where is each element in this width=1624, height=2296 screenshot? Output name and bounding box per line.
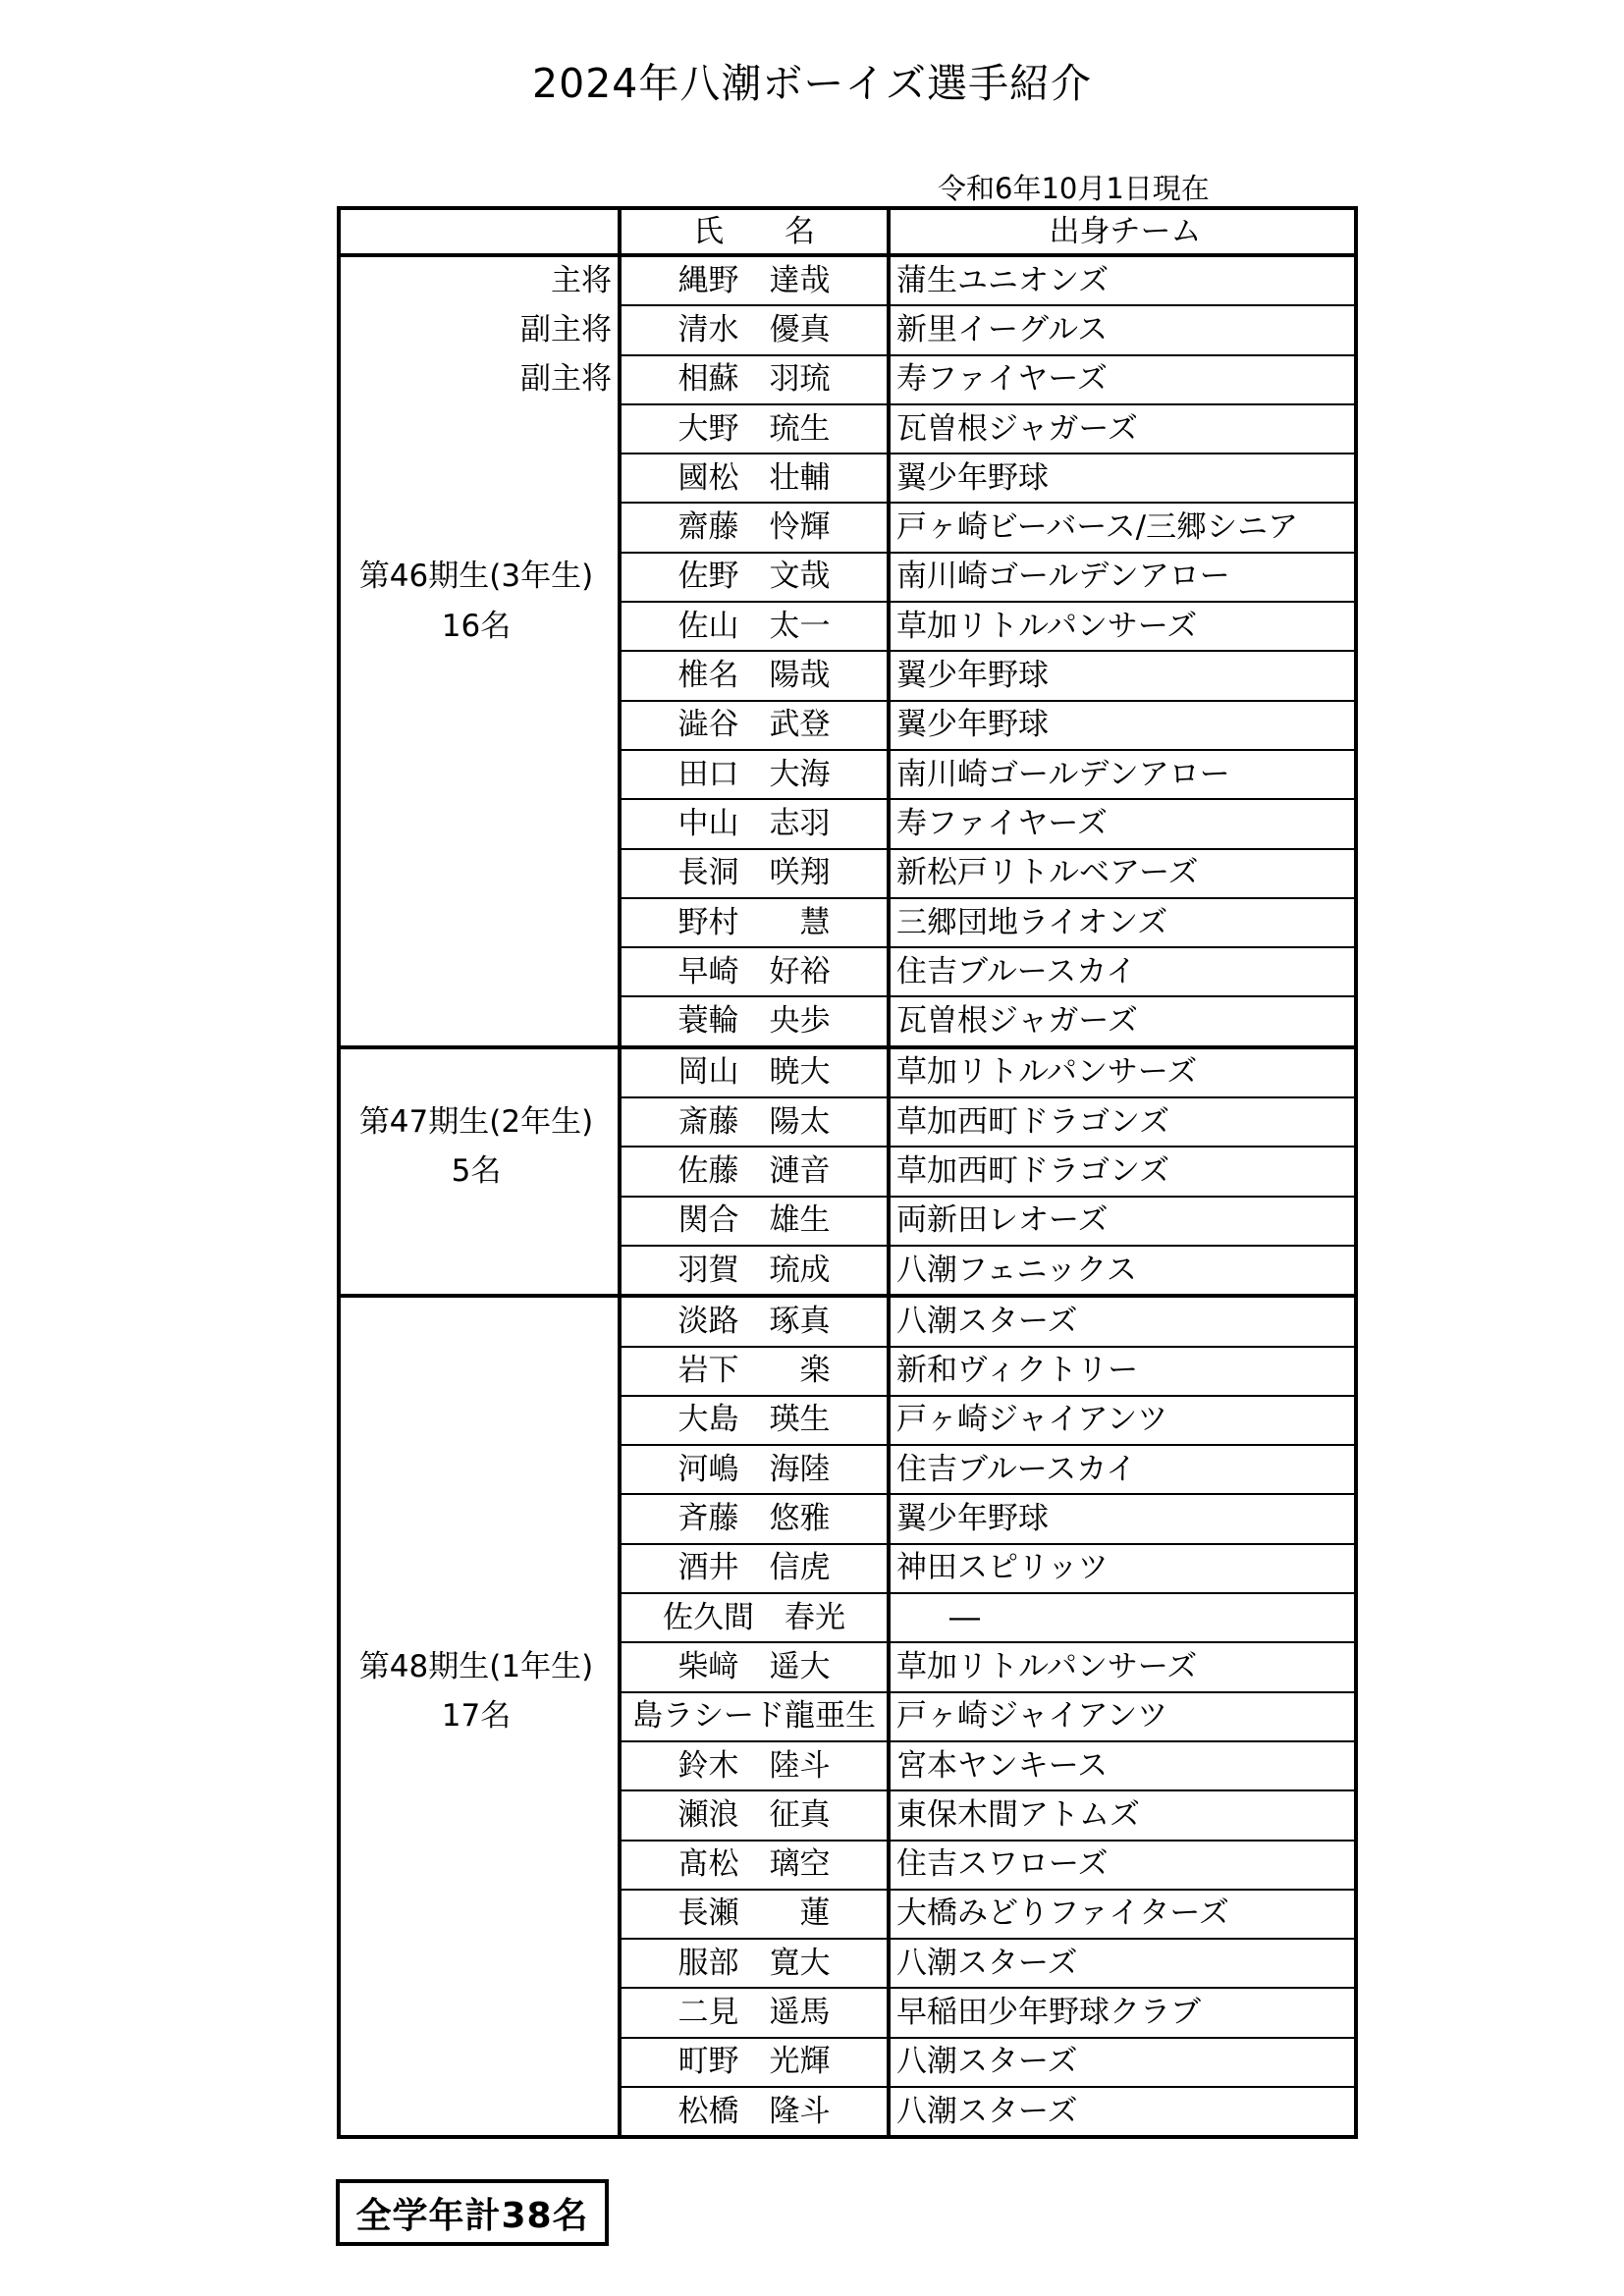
header-team: 出身チーム [889,208,1356,255]
group-cell [339,1939,620,1988]
player-name: 瀬浪 征真 [620,1790,889,1840]
group-cell [339,1246,620,1296]
player-row [339,2087,1356,2137]
player-team: 草加リトルパンサーズ [889,1047,1356,1097]
group-cell [339,947,620,996]
player-row [339,553,1356,602]
group-cell [339,750,620,799]
total-count: 全学年計38名 [336,2179,609,2246]
player-name: 淡路 琢真 [620,1296,889,1346]
player-team: 瓦曽根ジャガーズ [889,996,1356,1046]
player-row [339,1544,1356,1593]
player-row [339,1445,1356,1494]
player-row [339,996,1356,1046]
player-row [339,1890,1356,1939]
player-team: 八潮スターズ [889,1939,1356,1988]
player-name: 佐山 太一 [620,602,889,651]
player-name: 島ラシード龍亜生 [620,1692,889,1741]
group-cell [339,898,620,947]
player-team: 八潮スターズ [889,2087,1356,2137]
player-row [339,1741,1356,1790]
player-team: 大橋みどりファイターズ [889,1890,1356,1939]
player-team: 戸ヶ崎ジャイアンツ [889,1396,1356,1445]
player-name: 齋藤 怜輝 [620,503,889,552]
player-name: 酒井 信虎 [620,1544,889,1593]
player-row [339,1047,1356,1097]
group-cell [339,849,620,898]
player-name: 蓑輪 央歩 [620,996,889,1046]
group-count: 17名 [339,1692,620,1741]
player-team: 新和ヴィクトリー [889,1347,1356,1396]
group-cell [339,1347,620,1396]
header-name: 氏 名 [620,208,889,255]
group-cell [339,1841,620,1890]
player-name: 椎名 陽哉 [620,651,889,700]
group-cell [339,1988,620,2037]
player-name: 岡山 暁大 [620,1047,889,1097]
group-cell [339,1197,620,1246]
player-row [339,1593,1356,1642]
group-cell [339,1296,620,1346]
group-label: 第47期生(2年生) [339,1097,620,1147]
group-cell [339,996,620,1046]
player-name: 河嶋 海陸 [620,1445,889,1494]
player-team: 草加西町ドラゴンズ [889,1147,1356,1196]
player-row [339,404,1356,454]
player-row [339,1642,1356,1691]
roster-body [339,255,1356,2137]
player-name: 服部 寛大 [620,1939,889,1988]
group-cell [339,1445,620,1494]
group-cell [339,2087,620,2137]
player-name: 斎藤 陽太 [620,1097,889,1147]
player-row [339,1790,1356,1840]
player-team: 住吉ブルースカイ [889,947,1356,996]
group-cell [339,1890,620,1939]
player-row [339,1988,1356,2037]
player-role: 副主将 [339,305,620,354]
group-cell [339,2038,620,2087]
as-of-date: 令和6年10月1日現在 [938,172,1210,205]
player-team: 翼少年野球 [889,1494,1356,1543]
player-team: 草加リトルパンサーズ [889,1642,1356,1691]
player-team: 八潮フェニックス [889,1246,1356,1296]
player-row [339,454,1356,503]
player-team: 住吉ブルースカイ [889,1445,1356,1494]
player-name: 鈴木 陸斗 [620,1741,889,1790]
player-team: 東保木間アトムズ [889,1790,1356,1840]
player-team: 寿ファイヤーズ [889,355,1356,404]
player-row [339,1692,1356,1741]
group-label: 第48期生(1年生) [339,1642,620,1691]
group-cell [339,454,620,503]
player-row [339,305,1356,354]
group-label: 第46期生(3年生) [339,553,620,602]
player-name: 二見 遥馬 [620,1988,889,2037]
player-team: 草加リトルパンサーズ [889,602,1356,651]
player-row [339,1841,1356,1890]
player-team: 南川崎ゴールデンアロー [889,553,1356,602]
group-cell [339,1047,620,1097]
player-name: 大島 瑛生 [620,1396,889,1445]
player-row [339,1396,1356,1445]
player-row [339,503,1356,552]
player-name: 中山 志羽 [620,799,889,848]
player-name: 長瀬 蓮 [620,1890,889,1939]
player-team: 蒲生ユニオンズ [889,255,1356,305]
player-row [339,1494,1356,1543]
player-team: 新里イーグルス [889,305,1356,354]
player-role: 主将 [339,255,620,305]
group-cell [339,1494,620,1543]
player-row [339,355,1356,404]
group-cell [339,651,620,700]
player-row [339,1347,1356,1396]
player-row [339,1097,1356,1147]
player-team: 住吉スワローズ [889,1841,1356,1890]
player-team: 瓦曽根ジャガーズ [889,404,1356,454]
group-cell [339,1396,620,1445]
header-row [339,208,1356,255]
player-name: 長洞 咲翔 [620,849,889,898]
group-cell [339,404,620,454]
player-row [339,750,1356,799]
player-team: 戸ヶ崎ジャイアンツ [889,1692,1356,1741]
player-name: 早崎 好裕 [620,947,889,996]
player-team: 翼少年野球 [889,454,1356,503]
player-name: 田口 大海 [620,750,889,799]
player-row [339,1939,1356,1988]
page-title: 2024年八潮ボーイズ選手紹介 [532,60,1092,107]
group-cell [339,1593,620,1642]
player-team: 早稲田少年野球クラブ [889,1988,1356,2037]
player-name: 松橋 隆斗 [620,2087,889,2137]
player-row [339,1147,1356,1196]
player-team: 南川崎ゴールデンアロー [889,750,1356,799]
player-team: 新松戸リトルベアーズ [889,849,1356,898]
player-name: 斉藤 悠雅 [620,1494,889,1543]
player-team: 八潮スターズ [889,1296,1356,1346]
player-team: 宮本ヤンキース [889,1741,1356,1790]
player-name: 國松 壮輔 [620,454,889,503]
group-cell [339,1741,620,1790]
group-cell [339,503,620,552]
player-row [339,2038,1356,2087]
player-row [339,1296,1356,1346]
group-count: 5名 [339,1147,620,1196]
player-row [339,602,1356,651]
player-name: 関合 雄生 [620,1197,889,1246]
group-cell [339,701,620,750]
group-count: 16名 [339,602,620,651]
player-row [339,1246,1356,1296]
player-row [339,799,1356,848]
player-row [339,1197,1356,1246]
player-name: 町野 光輝 [620,2038,889,2087]
player-row [339,651,1356,700]
player-row [339,849,1356,898]
player-team: 寿ファイヤーズ [889,799,1356,848]
player-row [339,255,1356,305]
player-name: 澁谷 武登 [620,701,889,750]
player-name: 縄野 達哉 [620,255,889,305]
player-team: 神田スピリッツ [889,1544,1356,1593]
group-cell [339,1790,620,1840]
player-team: 草加西町ドラゴンズ [889,1097,1356,1147]
player-team: 翼少年野球 [889,701,1356,750]
player-row [339,898,1356,947]
player-team: 翼少年野球 [889,651,1356,700]
player-name: 清水 優真 [620,305,889,354]
player-name: 相蘇 羽琉 [620,355,889,404]
header-blank-cell [339,208,620,255]
player-name: 髙松 璃空 [620,1841,889,1890]
player-team: 八潮スターズ [889,2038,1356,2087]
player-role: 副主将 [339,355,620,404]
player-name: 羽賀 琉成 [620,1246,889,1296]
player-name: 柴﨑 遥大 [620,1642,889,1691]
group-cell [339,799,620,848]
player-name: 大野 琉生 [620,404,889,454]
player-row [339,701,1356,750]
player-name: 佐藤 漣音 [620,1147,889,1196]
player-name: 岩下 楽 [620,1347,889,1396]
player-row [339,947,1356,996]
player-team: 戸ヶ崎ビーバース/三郷シニア [889,503,1356,552]
player-name: 野村 慧 [620,898,889,947]
player-name: 佐久間 春光 [620,1593,889,1642]
roster-table [337,206,1358,2139]
player-team: ― [889,1593,1356,1642]
player-team: 両新田レオーズ [889,1197,1356,1246]
group-cell [339,1544,620,1593]
player-name: 佐野 文哉 [620,553,889,602]
player-team: 三郷団地ライオンズ [889,898,1356,947]
